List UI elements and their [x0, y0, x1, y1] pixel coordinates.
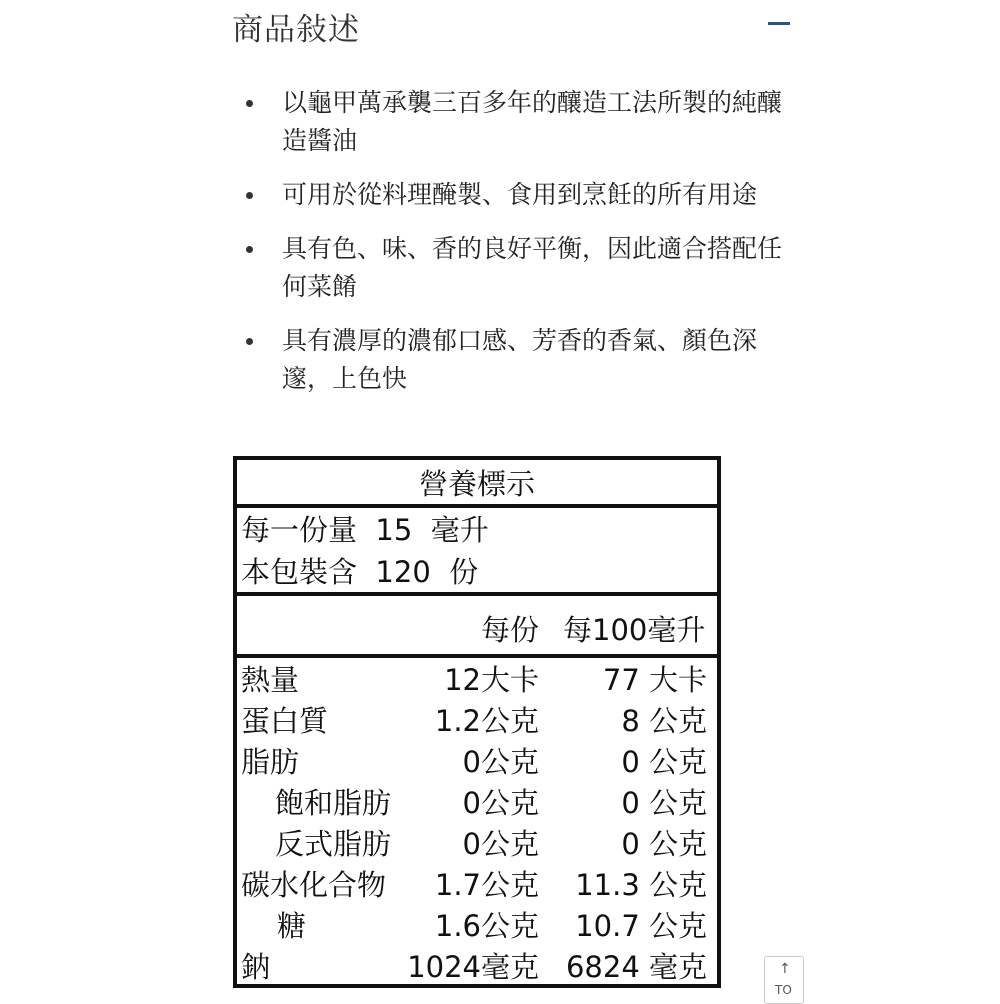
column-headers: [237, 596, 717, 658]
row-per-serving: 0公克: [462, 745, 539, 779]
row-per-100: 0 公克: [621, 827, 707, 861]
serving-info: [237, 508, 717, 596]
nutrition-title: 營養標示: [237, 460, 717, 508]
list-item: 可用於從料理醃製、食用到烹飪的所有用途: [232, 176, 792, 214]
servings-per-pack: 本包裝含 120 份: [241, 555, 479, 589]
minus-icon[interactable]: [768, 22, 790, 25]
arrow-up-icon: ↑: [779, 961, 791, 977]
row-per-serving: 12大卡: [444, 663, 539, 697]
row-per-100: 11.3 公克: [575, 868, 707, 902]
row-label: 飽和脂肪: [275, 786, 392, 820]
row-label: 脂肪: [241, 745, 300, 779]
row-per-100: 8 公克: [621, 704, 707, 738]
row-label: 鈉: [241, 950, 271, 984]
row-per-100: 0 公克: [621, 745, 707, 779]
list-item: 具有濃厚的濃郁口感、芳香的香氣、顏色深邃，上色快: [232, 322, 792, 398]
row-label: 碳水化合物: [241, 868, 387, 902]
section-header[interactable]: [232, 0, 792, 50]
row-label: 反式脂肪: [275, 827, 392, 861]
row-per-serving: 1.7公克: [434, 868, 539, 902]
table-row: [237, 906, 717, 947]
back-to-top-label: TO: [775, 983, 792, 997]
list-item: 具有色、味、香的良好平衡，因此適合搭配任何菜餚: [232, 230, 792, 306]
row-per-100: 6824 毫克: [565, 950, 707, 984]
row-per-100: 10.7 公克: [575, 909, 707, 943]
row-per-serving: 1.2公克: [434, 704, 539, 738]
row-per-100: 0 公克: [621, 786, 707, 820]
table-row: [237, 660, 717, 701]
row-per-serving: 0公克: [462, 786, 539, 820]
back-to-top-button[interactable]: [764, 956, 804, 1004]
row-label: 熱量: [241, 663, 300, 697]
row-label: 糖: [277, 909, 307, 943]
table-row: [237, 865, 717, 906]
description-list: [232, 84, 792, 414]
table-row: [237, 742, 717, 783]
table-row: [237, 947, 717, 988]
row-per-serving: 1024毫克: [407, 950, 539, 984]
row-per-100: 77 大卡: [602, 663, 707, 697]
col-per-serving: 每份: [481, 613, 540, 647]
serving-size: 每一份量 15 毫升: [241, 513, 489, 547]
row-per-serving: 1.6公克: [434, 909, 539, 943]
table-row: [237, 701, 717, 742]
row-label: 蛋白質: [241, 704, 329, 738]
table-row: [237, 783, 717, 824]
nutrition-table: [233, 456, 721, 988]
section-title: 商品敍述: [232, 12, 360, 48]
row-per-serving: 0公克: [462, 827, 539, 861]
col-per-100: 每100毫升: [563, 613, 706, 647]
table-row: [237, 824, 717, 865]
list-item: 以龜甲萬承襲三百多年的釀造工法所製的純釀造醬油: [232, 84, 792, 160]
